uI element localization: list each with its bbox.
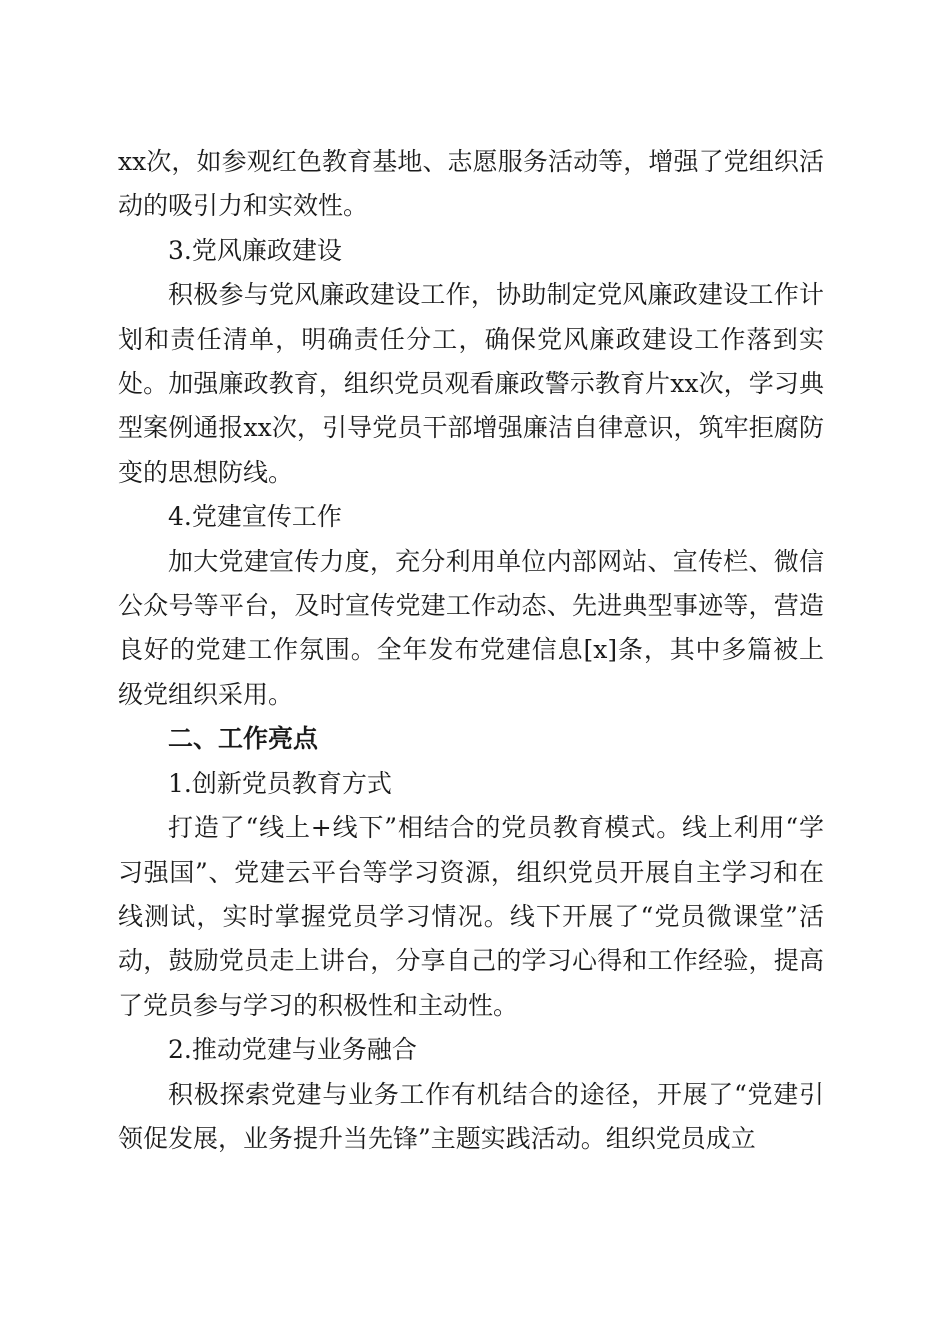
document-page (118, 140, 824, 1161)
heading-publicity-work: 4.党建宣传工作 (168, 502, 342, 532)
paragraph-business-integration: 积极探索党建与业务工作有机结合的途径，开展了“党建引领促发展，业务提升当先锋”主题实践活动。组织党员成立 (118, 1079, 824, 1153)
heading-integrity-building: 3.党风廉政建设 (168, 235, 342, 265)
paragraph-activity-continuation: xx次，如参观红色教育基地、志愿服务活动等，增强了党组织活动的吸引力和实效性。 (118, 147, 824, 221)
paragraph-integrity-building: 积极参与党风廉政建设工作，协助制定党风廉政建设工作计划和责任清单，明确责任分工，确保党风廉政建设工作落到实处。加强廉政教育，组织党员观看廉政警示教育片xx次，学习典型案例通报xx次，引导党员干部增强廉洁自律意识，筑牢拒腐防变的思想防线。 (118, 280, 824, 487)
section-title-highlights: 二、工作亮点 (168, 724, 319, 754)
paragraph-education-innovation: 打造了“线上+线下”相结合的党员教育模式。线上利用“学习强国”、党建云平台等学习资源，组织党员开展自主学习和在线测试，实时掌握党员学习情况。线下开展了“党员微课堂”活动，鼓励党员走上讲台，分享自己的学习心得和工作经验，提高了党员参与学习的积极性和主动性。 (118, 813, 824, 1020)
heading-education-innovation: 1.创新党员教育方式 (168, 768, 392, 798)
paragraph-publicity-work: 加大党建宣传力度，充分利用单位内部网站、宣传栏、微信公众号等平台，及时宣传党建工作动态、先进典型事迹等，营造良好的党建工作氛围。全年发布党建信息[x]条，其中多篇被上级党组织采用。 (118, 546, 824, 709)
heading-business-integration: 2.推动党建与业务融合 (168, 1035, 417, 1065)
